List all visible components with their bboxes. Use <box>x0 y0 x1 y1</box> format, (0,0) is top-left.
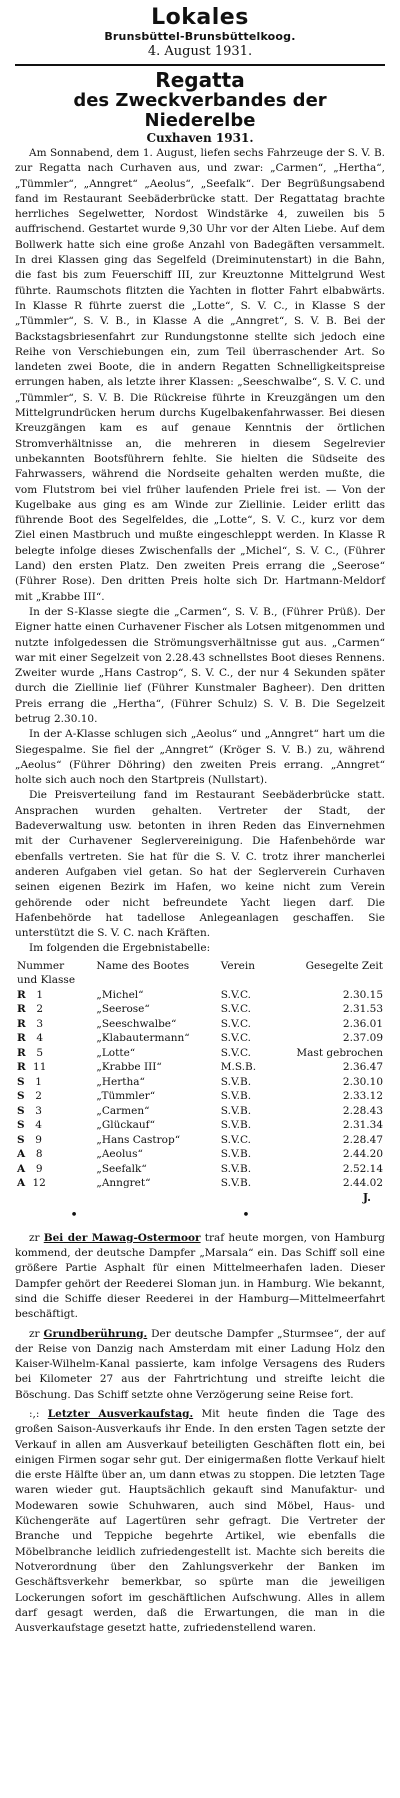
class-number-cell <box>15 1147 94 1162</box>
boat-name-cell: „Seefalk“ <box>96 1162 147 1175</box>
class-number-cell <box>15 1002 94 1017</box>
sailed-time-cell: Mast gebrochen <box>296 1046 383 1059</box>
class-number-cell <box>15 988 94 1003</box>
boat-number: 2 <box>36 1003 44 1016</box>
boat-name-cell: „Seerose“ <box>96 1003 150 1016</box>
col-header-time: Gesegelte Zeit <box>305 959 383 972</box>
article-dateline: Cuxhaven 1931. <box>146 131 254 145</box>
boat-class: S <box>17 1133 25 1146</box>
section-subtitle: Brunsbüttel-Brunsbüttelkoog. <box>104 30 296 43</box>
boat-name-cell: „Klabautermann“ <box>96 1032 190 1045</box>
boat-number: 8 <box>35 1148 43 1161</box>
table-row <box>15 1176 385 1191</box>
issue-date: 4. August 1931. <box>147 44 253 59</box>
article-paragraph: Im folgenden die Ergebnistabelle: <box>29 942 211 955</box>
sailed-time-cell: 2.37.09 <box>342 1032 383 1045</box>
col-subheader: und Klasse <box>17 974 76 987</box>
results-body <box>15 988 385 1191</box>
club-cell: S.V.C. <box>220 1133 252 1146</box>
club-cell: S.V.B. <box>220 1090 252 1103</box>
news-item <box>15 1231 385 1323</box>
sailed-time-cell: 2.28.43 <box>342 1104 383 1117</box>
class-number-cell <box>15 1089 94 1104</box>
boat-number: 9 <box>35 1133 42 1146</box>
item-lead: Grundberührung. <box>43 1327 148 1340</box>
boat-number: 1 <box>36 988 44 1001</box>
sailed-time-cell: 2.36.47 <box>342 1061 383 1074</box>
table-row <box>15 1089 385 1104</box>
results-table <box>15 959 385 1191</box>
col-header-number: Nummer <box>17 959 65 972</box>
table-row <box>15 1133 385 1148</box>
sailed-time-cell: 2.30.15 <box>342 988 383 1001</box>
boat-class: S <box>17 1090 25 1103</box>
boat-class: R <box>17 1003 26 1016</box>
table-row <box>15 1060 385 1075</box>
table-row <box>15 1075 385 1090</box>
table-row <box>15 988 385 1003</box>
col-header-name: Name des Bootes <box>96 959 190 972</box>
headline-line1: Regatta <box>155 68 245 92</box>
table-row <box>15 1017 385 1032</box>
item-prefix: :,: <box>29 1408 40 1420</box>
table-row <box>15 1147 385 1162</box>
boat-name-cell: „Lotte“ <box>96 1046 136 1059</box>
boat-name-cell: „Carmen“ <box>96 1104 150 1117</box>
sailed-time-cell: 2.44.02 <box>342 1177 383 1190</box>
club-cell: S.V.C. <box>220 1046 252 1059</box>
table-row <box>15 1104 385 1119</box>
boat-class: A <box>17 1177 26 1190</box>
club-cell: S.V.C. <box>220 1032 252 1045</box>
class-number-cell <box>15 1075 94 1090</box>
club-cell: S.V.B. <box>220 1162 252 1175</box>
class-number-cell <box>15 1060 94 1075</box>
table-row <box>15 1118 385 1133</box>
article-paragraph: In der S-Klasse siegte die „Carmen“, S. V. B., (Führer Prüß). Der Eigner hatte einen Curhavener Fischer als Lotsen mitgenommen und nutzte infolgedessen die Strömungsverhältnisse gut aus. „Carmen“ war mit einer Segelzeit von 2.28.43 schnellstes Boot dieses Rennens. Zweiter wurde „Hans Castrop“, S. V. C., der nur 4 Sekunden später durch die Ziellinie lief (Führer Kunstmaler Bagheer). Den dritten Preis errang die „Hertha“, (Führer Schulz) S. V. B. Die Segelzeit betrug 2.30.10. <box>15 605 385 725</box>
boat-number: 3 <box>36 1017 44 1030</box>
boat-number: 2 <box>35 1090 42 1103</box>
item-text: Der deutsche Dampfer „Sturmsee“, der auf der Reise von Danzig nach Amsterdam mit einer Ladung Holz den Kaiser-Wilhelm-Kanal passierte, kam infolge Versagens des Ruders bei Kilometer 27 aus der Fahrtrichtung und streifte leicht die Böschung. Das Schiff setzte ohne Verzögerung seine Reise fort. <box>15 1327 385 1401</box>
regatta-article <box>15 146 385 957</box>
club-cell: S.V.C. <box>220 1003 252 1016</box>
sailed-time-cell: 2.44.20 <box>342 1148 383 1161</box>
local-notes <box>15 1231 385 1637</box>
boat-number: 9 <box>35 1162 43 1175</box>
class-number-cell <box>15 1046 94 1061</box>
boat-class: R <box>17 988 26 1001</box>
article-paragraph: Die Preisverteilung fand im Restaurant Seebäderbrücke statt. Ansprachen wurden gehalten. Vertreter der Stadt, der Badeverwaltung usw. betonten in ihren Reden das Einvernehmen mit der Curhavener Seglervereinigung. Die Hafenbehörde war ebenfalls vertreten. Sie hat für die S. V. C. trotz ihrer mancherlei anderen Aufgaben viel getan. So hat der Seglerverein Curhaven seinen eigenen Bezirk im Hafen, wo keine nicht zum Verein gehörende oder nicht befreundete Yacht liegen darf. Die Hafenbehörde hat tadellose Anlegeanlagen geschaffen. Sie unterstützt die S. V. C. nach Kräften. <box>15 789 385 940</box>
boat-class: R <box>17 1032 26 1045</box>
header-rule <box>15 64 385 66</box>
club-cell: S.V.B. <box>220 1177 252 1190</box>
table-row <box>15 1002 385 1017</box>
sailed-time-cell: 2.31.53 <box>342 1003 383 1016</box>
table-row <box>15 1031 385 1046</box>
boat-class: S <box>17 1104 25 1117</box>
article-paragraph: In der A-Klasse schlugen sich „Aeolus“ und „Anngret“ hart um die Siegespalme. Sie fiel der „Anngret“ (Kröger S. V. B.) zu, während „Aeolus“ (Führer Döhring) den zweiten Preis errang. „Anngret“ holte sich auch noch den Startpreis (Nullstart). <box>15 728 385 787</box>
club-cell: S.V.B. <box>220 1104 252 1117</box>
club-cell: S.V.C. <box>220 1017 252 1030</box>
class-number-cell <box>15 1118 94 1133</box>
item-lead: Letzter Ausverkaufstag. <box>47 1408 194 1420</box>
section-separator: • • <box>70 1207 330 1223</box>
boat-number: 12 <box>32 1177 46 1190</box>
news-item <box>15 1407 385 1636</box>
boat-class: S <box>17 1119 25 1132</box>
item-prefix: zr <box>29 1327 40 1340</box>
club-cell: M.S.B. <box>220 1061 257 1074</box>
boat-name-cell: „Seeschwalbe“ <box>96 1017 177 1030</box>
boat-class: R <box>17 1046 26 1059</box>
article-paragraph: Am Sonnabend, dem 1. August, liefen sechs Fahrzeuge der S. V. B. zur Regatta nach Curhaven aus, und zwar: „Carmen“, „Hertha“, „Tümmler“, „Anngret“ „Aeolus“, „Seefalk“. Der Begrüßungsabend fand im Restaurant Seebäderbrücke statt. Der Regattatag brachte herrliches Segelwetter, Nordost Windstärke 4, zuweilen bis 5 auffrischend. Gestartet wurde 9,30 Uhr vor der Alten Liebe. Auf dem Bollwerk hatte sich eine große Anzahl von Badegäften versammelt. In drei Klassen ging das Segelfeld (Dreiminutenstart) in die Bahn, die fast bis zum Feuerschiff III, zur Kreuztonne Mittelgrund West führte. Raumschots flitzten die Yachten in flotter Fahrt elbabwärts. In Klasse R führte zuerst die „Lotte“, S. V. C., in Klasse S der „Tümmler“, S. V. B., in Klasse A die „Anngret“, S. V. B. Bei der Backstagsbriesenfahrt zur Rundungstonne stellte sich jedoch eine Reihe von Verschiebungen ein, zum Teil überraschender Art. So landeten zwei Boote, die in andern Regatten Schnelligkeitspreise errungen haben, als letzte ihrer Klassen: „Seeschwalbe“, S. V. C. und „Tümmler“, S. V. B. Die Rückreise führte in Kreuzgängen um den Mittelgrundrücken herum durchs Kugelbakenfahrwasser. Bei diesen Kreuzgängen kam es auf genaue Kenntnis der örtlichen Stromverhältnisse an, die mehreren in diesem Segelrevier unbekannten Bootsführern fehlte. Sie hielten die Südseite des Fahrwassers, während die Nordseite gehalten werden mußte, die vom Flutstrom bei viel früher laufenden Priele frei ist. — Von der Kugelbake aus ging es am Winde zur Ziellinie. Leider erlitt das führende Boot des Segelfeldes, die „Lotte“, S. V. C., kurz vor dem Ziel einen Mastbruch und mußte eingeschleppt werden. In Klasse R belegte infolge dieses Zwischenfalls der „Michel“, S. V. C., (Führer Land) den ersten Platz. Den zweiten Preis errang die „Seerose“ (Führer Rose). Den dritten Preis holte sich Dr. Hartmann-Meldorf mit „Krabbe III“. <box>15 147 385 603</box>
boat-name-cell: „Michel“ <box>96 988 144 1001</box>
section-title: Lokales <box>151 5 249 30</box>
item-text: Mit heute finden die Tage des großen Saison-Ausverkaufs ihr Ende. In den ersten Tagen setzte der Verkauf in allen am Ausverkauf beteiligten Geschäften flott ein, bei einigen Firmen sogar sehr gut. Der einigermaßen flotte Verkauf hielt die erste Hälfte über an, um dann etwas zu stoppen. Die letzten Tage waren wieder gut. Hauptsächlich gekauft sind Manufaktur- und Modewaren sowie Schuhwaren, auch sind Möbel, Haus- und Küchengeräte auf Lagertüren sehr gefragt. Die Vertreter der Branche und Teppiche begehrte Artikel, wie ebenfalls die Möbelbranche leidlich zufriedengestellt ist. Machte sich bereits die Notverordnung über den Zahlungsverkehr der Banken im Geschäftsverkehr bemerkbar, so spürte man die jeweiligen Lockerungen sofort im geschäftlichen Aufschwung. Alles in allem darf gesagt werden, daß die Erwartungen, die man in die Ausverkaufstage gesetzt hatte, zufriedenstellend waren. <box>15 1408 385 1635</box>
boat-number: 1 <box>35 1075 42 1088</box>
boat-name-cell: „Anngret“ <box>96 1177 151 1190</box>
newspaper-page <box>15 6 385 1798</box>
table-row <box>15 1162 385 1177</box>
boat-number: 3 <box>35 1104 42 1117</box>
boat-name-cell: „Hertha“ <box>96 1075 145 1088</box>
boat-name-cell: „Krabbe III“ <box>96 1061 162 1074</box>
sailed-time-cell: 2.36.01 <box>342 1017 383 1030</box>
class-number-cell <box>15 1133 94 1148</box>
club-cell: S.V.C. <box>220 988 252 1001</box>
boat-number: 4 <box>35 1119 42 1132</box>
boat-class: A <box>17 1162 26 1175</box>
club-cell: S.V.B. <box>220 1119 252 1132</box>
boat-name-cell: „Aeolus“ <box>96 1148 143 1161</box>
boat-class: S <box>17 1075 25 1088</box>
club-cell: S.V.B. <box>220 1148 252 1161</box>
news-item <box>15 1327 385 1403</box>
boat-number: 4 <box>36 1032 44 1045</box>
boat-number: 11 <box>33 1061 47 1074</box>
sailed-time-cell: 2.33.12 <box>342 1090 383 1103</box>
author-signature: J. <box>362 1190 371 1204</box>
class-number-cell <box>15 1162 94 1177</box>
sailed-time-cell: 2.30.10 <box>342 1075 383 1088</box>
sailed-time-cell: 2.28.47 <box>342 1133 383 1146</box>
table-row <box>15 1046 385 1061</box>
class-number-cell <box>15 1031 94 1046</box>
item-text: traf heute morgen, von Hamburg kommend, der deutsche Dampfer „Marsala“ ein. Das Schiff soll eine größere Partie Asphalt für einen Mittelmeerhafen laden. Dieser Dampfer gehört der Reederei Sloman jun. in Hamburg. Wie bekannt, sind die Schiffe dieser Reederei in der Hamburg—Mittelmeerfahrt beschäftigt. <box>15 1231 385 1321</box>
item-prefix: zr <box>29 1231 40 1244</box>
boat-class: R <box>17 1017 26 1030</box>
sailed-time-cell: 2.31.34 <box>342 1119 383 1132</box>
class-number-cell <box>15 1104 94 1119</box>
class-number-cell <box>15 1176 94 1191</box>
sailed-time-cell: 2.52.14 <box>342 1162 383 1175</box>
col-header-club: Verein <box>220 959 255 972</box>
results-header-row <box>15 959 385 974</box>
class-number-cell <box>15 1017 94 1032</box>
club-cell: S.V.B. <box>220 1075 252 1088</box>
boat-number: 5 <box>36 1046 44 1059</box>
boat-class: R <box>17 1061 26 1074</box>
boat-name-cell: „Hans Castrop“ <box>96 1133 181 1146</box>
boat-class: A <box>17 1148 26 1161</box>
results-subheader-row <box>15 973 385 988</box>
item-lead: Bei der Mawag-Ostermoor <box>43 1231 201 1244</box>
headline-line2: des Zweckverbandes der Niederelbe <box>73 90 327 131</box>
boat-name-cell: „Glückauf“ <box>96 1119 156 1132</box>
boat-name-cell: „Tümmler“ <box>96 1090 156 1103</box>
